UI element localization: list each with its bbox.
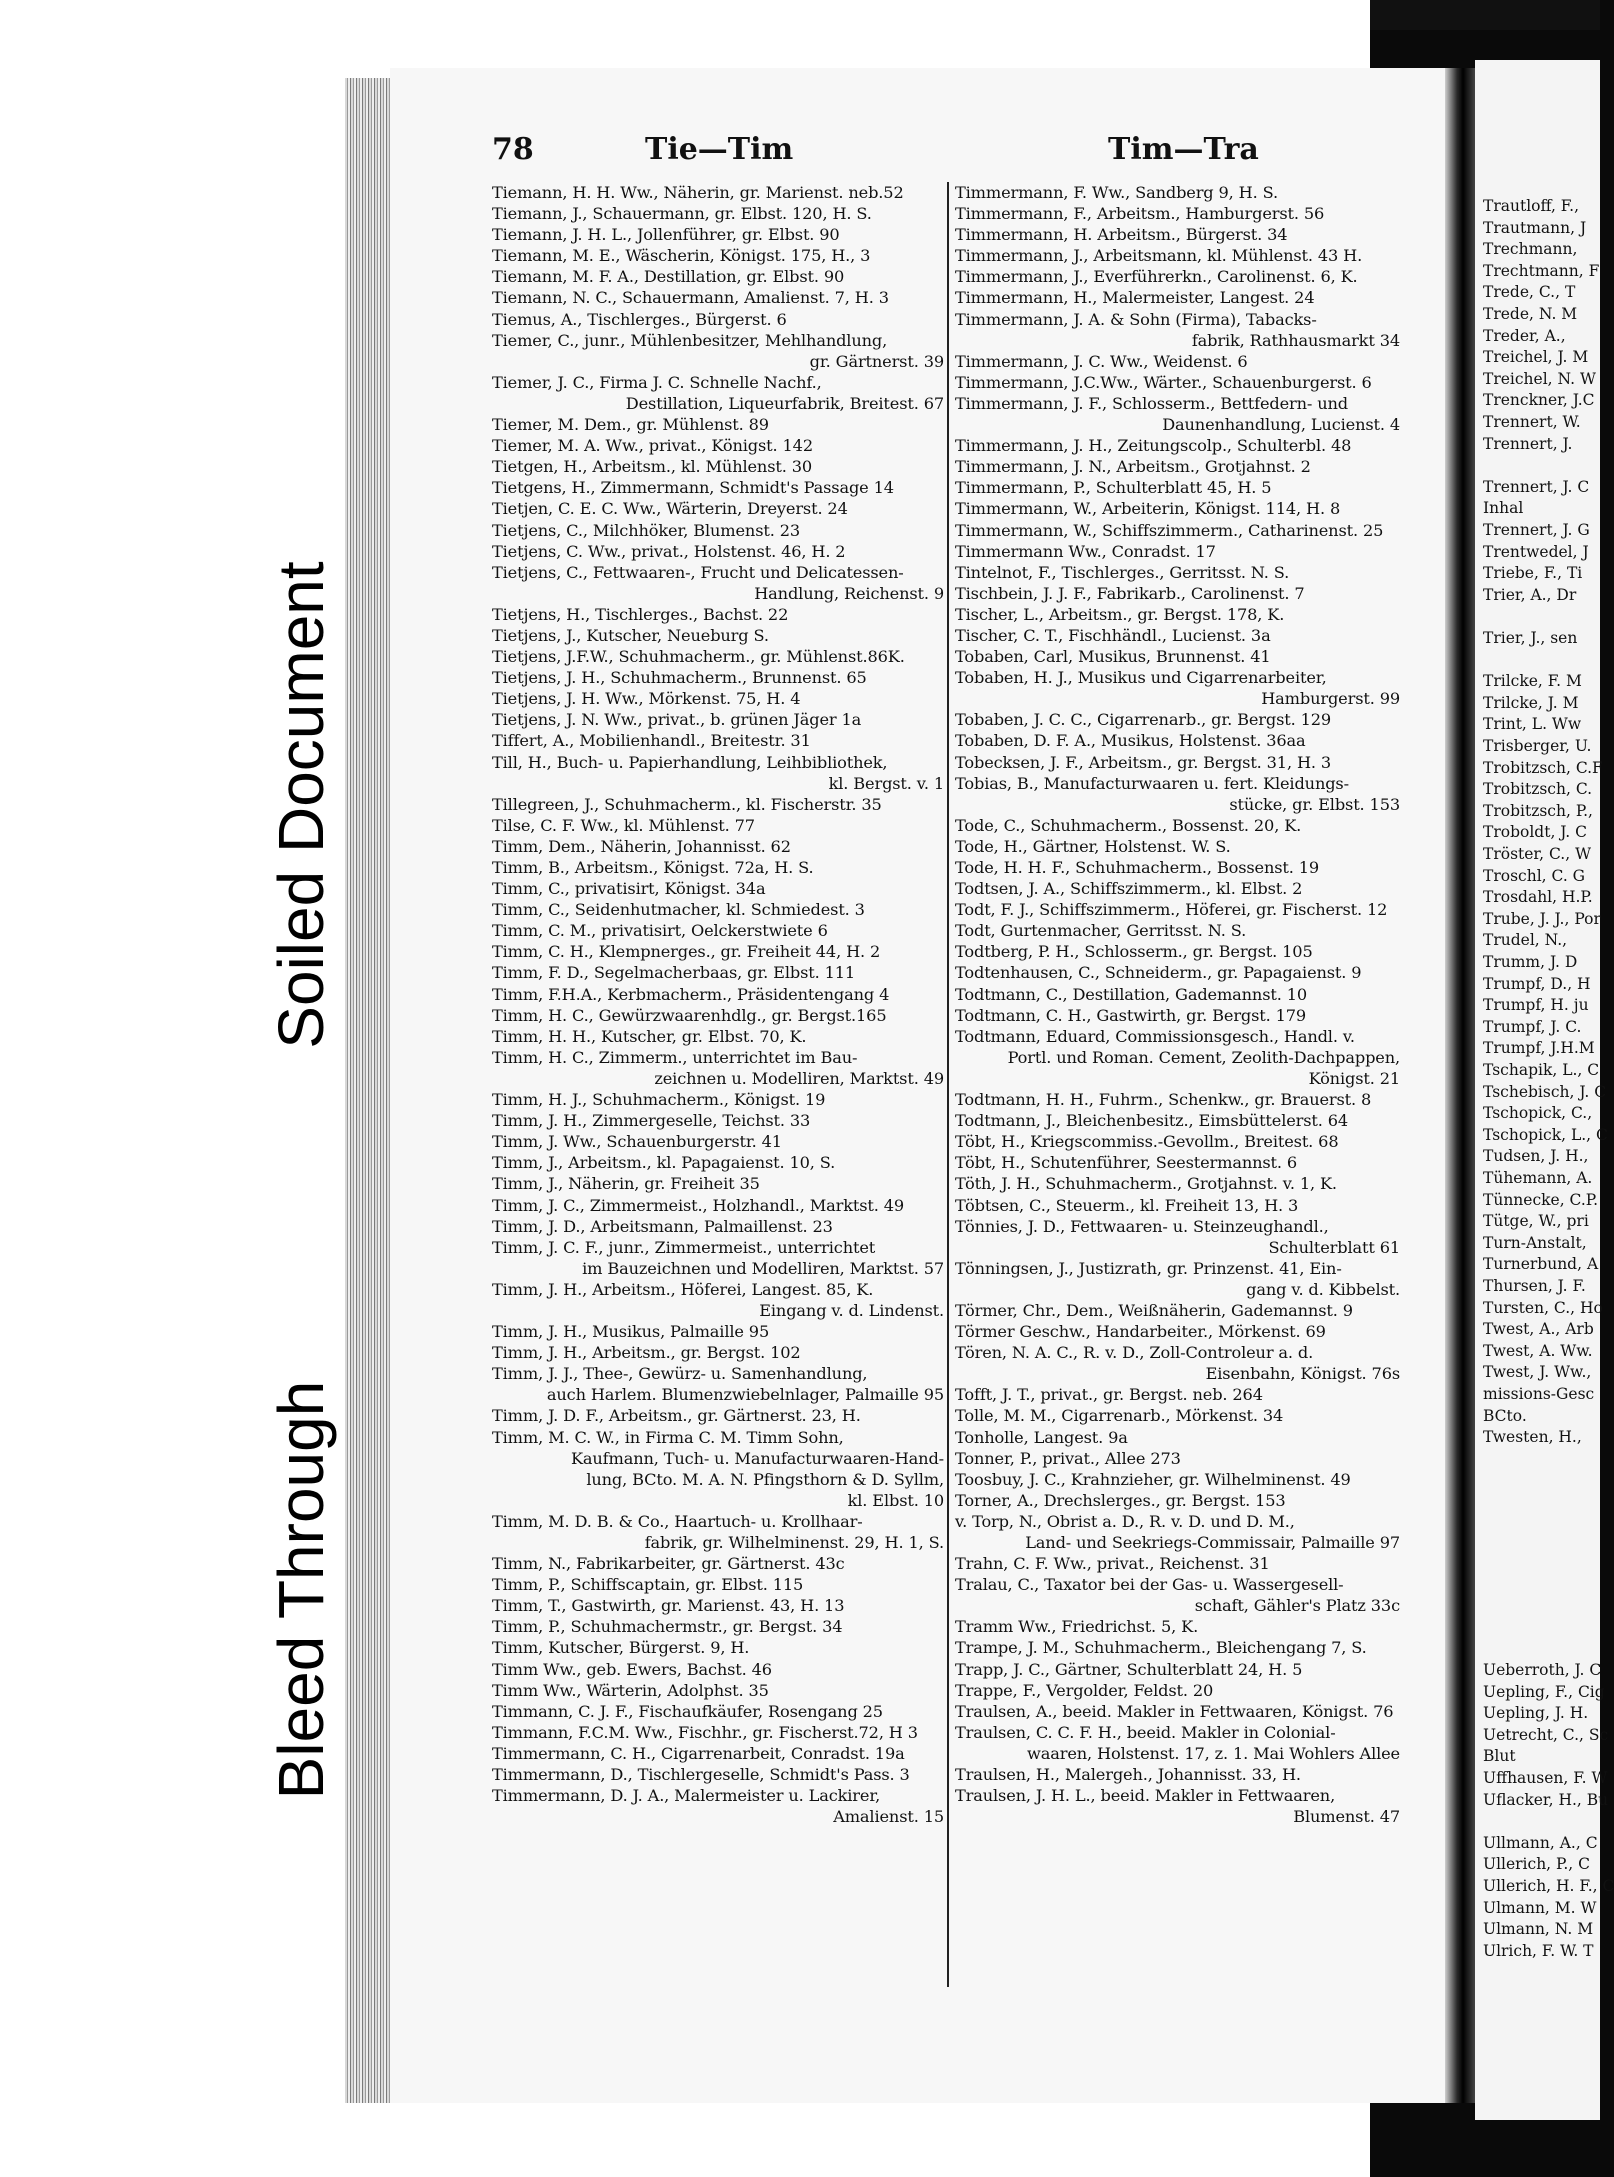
right-column xyxy=(955,182,1400,1827)
next-page-entry: Tschopick, C., xyxy=(1483,1104,1593,1123)
entry-continuation: Hamburgerst. 99 xyxy=(1261,689,1400,709)
entry-continuation: Eingang v. d. Lindenst. xyxy=(759,1300,944,1320)
directory-entry: Todtmann, J., Bleichenbesitz., Eimsbüttelerst. 64 xyxy=(955,1111,1349,1131)
entry-continuation: Land- und Seekriegs-Commissair, Palmaille 97 xyxy=(1025,1533,1400,1552)
next-page-entry: Treichel, N. W xyxy=(1483,369,1596,388)
entry-continuation: Portl. und Roman. Cement, Zeolith-Dachpappen, xyxy=(1007,1047,1400,1067)
directory-entry: Todtmann, C., Destillation, Gademannst. 10 xyxy=(955,984,1308,1004)
entry-continuation: gr. Gärtnerst. 39 xyxy=(809,351,944,371)
directory-entry: Tiemann, H. H. Ww., Näherin, gr. Marienst. neb.52 xyxy=(492,183,904,202)
directory-entry: Tietjens, C. Ww., privat., Holstenst. 46, H. 2 xyxy=(492,541,846,561)
next-page-entry: BCto. xyxy=(1483,1406,1527,1425)
next-page-entry: Turn-Anstalt, xyxy=(1483,1233,1587,1252)
directory-entry: Timm, Dem., Näherin, Johannisst. 62 xyxy=(492,836,791,856)
directory-entry: Timmermann Ww., Conradst. 17 xyxy=(955,541,1216,561)
directory-entry: Timmermann, J.C.Ww., Wärter., Schauenburgerst. 6 xyxy=(955,372,1372,392)
next-page-entry: Trisberger, U. xyxy=(1483,737,1592,755)
directory-entry: Tören, N. A. C., R. v. D., Zoll-Controleur a. d. xyxy=(955,1343,1314,1363)
entry-continuation: zeichnen u. Modelliren, Marktst. 49 xyxy=(654,1068,944,1088)
next-page-entry: Trobitzsch, C. xyxy=(1483,780,1593,799)
directory-entry: Timmann, C. J. F., Fischaufkäufer, Rosengang 25 xyxy=(492,1701,883,1721)
directory-entry: Timmermann, J., Arbeitsmann, kl. Mühlenst. 43 H. xyxy=(955,246,1363,266)
next-page-entry: Twest, A., Arb xyxy=(1483,1320,1594,1339)
entry-continuation: stücke, gr. Elbst. 153 xyxy=(1229,794,1400,814)
directory-entry: Timm, J., Arbeitsm., kl. Papagaienst. 10, S. xyxy=(492,1153,836,1173)
next-page-entry: Blut xyxy=(1483,1747,1516,1766)
next-page-entry: Trumpf, J. C. xyxy=(1483,1017,1582,1036)
directory-entry: Tonner, P., privat., Allee 273 xyxy=(955,1448,1181,1468)
next-page-entry: Trosdahl, H.P. xyxy=(1483,888,1593,907)
directory-entry: Todt, F. J., Schiffszimmerm., Höferei, gr. Fischerst. 12 xyxy=(955,900,1388,920)
directory-entry: Timm, J. D., Arbeitsmann, Palmaillenst. 23 xyxy=(492,1216,833,1236)
entry-continuation: auch Harlem. Blumenzwiebelnlager, Palmaille 95 xyxy=(546,1385,944,1405)
directory-entry: Timm, J., Näherin, gr. Freiheit 35 xyxy=(492,1174,760,1194)
directory-entry: Timm, C., Seidenhutmacher, kl. Schmiedest. 3 xyxy=(492,900,865,920)
directory-entry: Timm, J. H., Zimmergeselle, Teichst. 33 xyxy=(492,1111,811,1131)
directory-entry: Traulsen, H., Malergeh., Johannisst. 33, H. xyxy=(955,1765,1301,1785)
directory-entry: Timmermann, D., Tischlergeselle, Schmidt's Pass. 3 xyxy=(492,1765,910,1785)
next-page-entry: Tröster, C., W xyxy=(1483,845,1592,863)
directory-entry: Töth, J. H., Schuhmacherm., Grotjahnst. v. 1, K. xyxy=(955,1174,1337,1194)
directory-entry: Timm Ww., geb. Ewers, Bachst. 46 xyxy=(492,1659,772,1679)
entry-continuation: Schulterblatt 61 xyxy=(1268,1237,1400,1257)
next-page-entry: Trumpf, H. ju xyxy=(1483,996,1589,1015)
directory-entry: Timm, B., Arbeitsm., Königst. 72a, H. S. xyxy=(492,858,814,877)
next-page-entry: Twest, J. Ww., xyxy=(1483,1363,1592,1382)
next-page-entry: Trennert, J. C xyxy=(1483,477,1590,496)
directory-entry: Timmermann, P., Schulterblatt 45, H. 5 xyxy=(955,478,1272,498)
directory-entry: Traulsen, C. C. F. H., beeid. Makler in Colonial- xyxy=(955,1722,1336,1742)
directory-entry: Timmann, F.C.M. Ww., Fischhr., gr. Fischerst.72, H 3 xyxy=(492,1722,918,1742)
next-page-entry: Trumpf, D., H xyxy=(1483,974,1591,993)
directory-entry: Tiemann, J., Schauermann, gr. Elbst. 120, H. S. xyxy=(492,204,872,224)
directory-entry: Tobaben, D. F. A., Musikus, Holstenst. 36aa xyxy=(955,731,1306,751)
directory-entry: Timm, C., privatisirt, Königst. 34a xyxy=(492,879,766,899)
directory-entry: Timmermann, J. N., Arbeitsm., Grotjahnst. 2 xyxy=(955,457,1311,477)
entry-continuation: kl. Bergst. v. 1 xyxy=(828,773,944,793)
directory-entry: Tönningsen, J., Justizrath, gr. Prinzenst. 41, Ein- xyxy=(955,1258,1342,1278)
next-page-entry: Thursen, J. F. xyxy=(1483,1277,1586,1295)
next-page-entry: Twesten, H., xyxy=(1483,1428,1582,1447)
column-divider xyxy=(947,182,949,1987)
label-soiled-text: Soiled Document xyxy=(265,561,337,1049)
right-header-range: Tim—Tra xyxy=(1108,132,1259,167)
next-page-entry: Uepling, F., Cig xyxy=(1483,1682,1605,1701)
directory-entry: Tönnies, J. D., Fettwaaren- u. Steinzeughandl., xyxy=(955,1216,1329,1236)
book-gutter xyxy=(1445,68,1475,2103)
directory-entry: Tode, C., Schuhmacherm., Bossenst. 20, K. xyxy=(955,815,1302,835)
next-page-entry: Ulmann, M. W xyxy=(1483,1898,1597,1917)
next-page-entry: Tschapik, L., C xyxy=(1483,1061,1600,1079)
directory-entry: Tobecksen, J. F., Arbeitsm., gr. Bergst. 31, H. 3 xyxy=(955,752,1332,772)
directory-entry: Tiemer, M. A. Ww., privat., Königst. 142 xyxy=(492,436,813,456)
directory-entry: Timmermann, C. H., Cigarrenarbeit, Conradst. 19a xyxy=(492,1743,905,1763)
directory-entry: Tode, H., Gärtner, Holstenst. W. S. xyxy=(955,836,1231,856)
entry-continuation: Daunenhandlung, Lucienst. 4 xyxy=(1162,415,1400,435)
directory-entry: Timmermann, F., Arbeitsm., Hamburgerst. 56 xyxy=(955,204,1325,224)
directory-entry: Tietjens, C., Milchhöker, Blumenst. 23 xyxy=(492,520,801,540)
directory-entry: Timmermann, D. J. A., Malermeister u. Lackirer, xyxy=(492,1786,881,1806)
directory-entry: Timm, F. D., Segelmacherbaas, gr. Elbst. 111 xyxy=(492,963,856,983)
directory-entry: Timmermann, W., Schiffszimmerm., Catharinenst. 25 xyxy=(955,520,1384,540)
directory-entry: Torner, A., Drechslerges., gr. Bergst. 153 xyxy=(955,1490,1286,1510)
directory-entry: Tiffert, A., Mobilienhandl., Breitestr. 31 xyxy=(492,731,811,751)
next-page-entry: Twest, A. Ww. xyxy=(1483,1341,1593,1360)
directory-entry: Todtmann, Eduard, Commissionsgesch., Handl. v. xyxy=(955,1026,1355,1046)
next-page-entry: missions-Gesc xyxy=(1483,1385,1595,1403)
directory-entry: Timm, J. J., Thee-, Gewürz- u. Samenhandlung, xyxy=(492,1364,868,1384)
directory-entry: Tiemann, N. C., Schauermann, Amalienst. 7, H. 3 xyxy=(492,288,889,308)
entry-continuation: im Bauzeichnen und Modelliren, Marktst. 57 xyxy=(582,1258,944,1278)
left-column xyxy=(492,182,944,1827)
next-page-entry: Trennert, J. xyxy=(1483,434,1573,453)
next-page-entry: Trudel, N., xyxy=(1483,931,1568,950)
directory-entry: Todtberg, P. H., Schlosserm., gr. Bergst. 105 xyxy=(955,942,1313,962)
next-page-entry: Uepling, J. H. xyxy=(1483,1704,1589,1723)
directory-entry: Trapp, J. C., Gärtner, Schulterblatt 24, H. 5 xyxy=(955,1659,1303,1679)
directory-entry: Timm, F.H.A., Kerbmacherm., Präsidentengang 4 xyxy=(492,984,890,1004)
directory-entry: Timmermann, W., Arbeiterin, Königst. 114, H. 8 xyxy=(955,499,1341,519)
directory-entry: Tolle, M. M., Cigarrenarb., Mörkenst. 34 xyxy=(955,1406,1284,1426)
directory-entry: Timm, J. H., Musikus, Palmaille 95 xyxy=(492,1322,770,1342)
directory-entry: Timmermann, J. C. Ww., Weidenst. 6 xyxy=(955,351,1248,371)
directory-entry: Timm, C. H., Klempnerges., gr. Freiheit 44, H. 2 xyxy=(492,942,881,962)
directory-entry: Tiemann, M. E., Wäscherin, Königst. 175, H., 3 xyxy=(492,246,871,266)
directory-entry: Timm Ww., Wärterin, Adolphst. 35 xyxy=(492,1680,769,1700)
entry-continuation: Amalienst. 15 xyxy=(833,1807,944,1827)
directory-entry: Traulsen, A., beeid. Makler in Fettwaaren, Königst. 76 xyxy=(955,1701,1394,1721)
directory-entry: Timm, J. H., Arbeitsm., gr. Bergst. 102 xyxy=(492,1343,801,1363)
next-page-entry: Trier, A., Dr xyxy=(1483,585,1577,604)
next-page-entry: Ullmann, A., C xyxy=(1483,1833,1598,1852)
directory-entry: Tietjens, H., Tischlerges., Bachst. 22 xyxy=(492,604,789,624)
directory-entry: Todt, Gurtenmacher, Gerritsst. N. S. xyxy=(955,921,1247,941)
directory-entry: Tietjens, J. H. Ww., Mörkenst. 75, H. 4 xyxy=(492,689,801,709)
directory-entry: Timm, Kutscher, Bürgerst. 9, H. xyxy=(492,1638,750,1658)
label-bleed-text: Bleed Through xyxy=(265,1380,337,1800)
directory-entry: Tietjens, J., Kutscher, Neueburg S. xyxy=(492,625,769,645)
entry-continuation: fabrik, Rathhausmarkt 34 xyxy=(1191,330,1400,350)
directory-entry: Tischer, L., Arbeitsm., gr. Bergst. 178, K. xyxy=(955,604,1285,624)
directory-entry: Timm, P., Schiffscaptain, gr. Elbst. 115 xyxy=(492,1575,804,1595)
directory-entry: Tietjen, C. E. C. Ww., Wärterin, Dreyerst. 24 xyxy=(492,499,848,519)
directory-entry: Timm, C. M., privatisirt, Oelckerstwiete 6 xyxy=(492,921,828,941)
directory-entry: Timmermann, J., Everführerkn., Carolinenst. 6, K. xyxy=(955,267,1358,287)
directory-entry: Tietjens, C., Fettwaaren-, Frucht und Delicatessen- xyxy=(492,562,904,582)
next-page-entry: Tschebisch, J. C xyxy=(1483,1082,1607,1101)
directory-entry: Trappe, F., Vergolder, Feldst. 20 xyxy=(955,1680,1214,1700)
next-page-entry: Trenckner, J.C xyxy=(1483,391,1595,410)
directory-entry: Todtmann, H. H., Fuhrm., Schenkw., gr. Brauerst. 8 xyxy=(955,1090,1372,1110)
next-page-entry: Trube, J. J., Por xyxy=(1483,909,1601,928)
next-page-entry: Uflacker, H., Bu xyxy=(1483,1790,1609,1809)
directory-entry: Timmermann, J. H., Zeitungscolp., Schulterbl. 48 xyxy=(955,436,1352,456)
entry-continuation: kl. Elbst. 10 xyxy=(847,1490,944,1510)
next-page-entry: Trobitzsch, P., xyxy=(1483,801,1593,820)
directory-entry: Timm, J. C., Zimmermeist., Holzhandl., Marktst. 49 xyxy=(492,1195,905,1215)
directory-entry: Tischer, C. T., Fischhändl., Lucienst. 3a xyxy=(955,625,1271,645)
directory-entry: Timm, J. C. F., junr., Zimmermeist., unterrichtet xyxy=(492,1237,876,1257)
directory-entry: Timm, H. C., Gewürzwaarenhdlg., gr. Bergst.165 xyxy=(492,1005,887,1025)
directory-entry: Timm, N., Fabrikarbeiter, gr. Gärtnerst. 43c xyxy=(492,1554,845,1574)
directory-entry: Timm, M. D. B. & Co., Haartuch- u. Krollhaar- xyxy=(492,1511,863,1531)
directory-entry: Tode, H. H. F., Schuhmacherm., Bossenst. 19 xyxy=(955,858,1320,877)
directory-entry: Törmer Geschw., Handarbeiter., Mörkenst. 69 xyxy=(955,1322,1326,1342)
next-page-entry: Trechmann, xyxy=(1483,240,1578,259)
next-page-entry: Tühemann, A. xyxy=(1483,1169,1593,1187)
directory-entry: Tiemann, J. H. L., Jollenführer, gr. Elbst. 90 xyxy=(492,225,840,245)
directory-entry: Töbt, H., Kriegscommiss.-Gevollm., Breitest. 68 xyxy=(955,1132,1339,1152)
directory-entry: Timm, H. H., Kutscher, gr. Elbst. 70, K. xyxy=(492,1026,807,1046)
entry-continuation: Kaufmann, Tuch- u. Manufacturwaaren-Hand- xyxy=(570,1448,944,1468)
next-page-entry: Trennert, W. xyxy=(1483,413,1581,431)
directory-entry: Töbt, H., Schutenführer, Seestermannst. 6 xyxy=(955,1153,1298,1173)
page-number: 78 xyxy=(492,132,534,167)
directory-entry: Tillegreen, J., Schuhmacherm., kl. Fischerstr. 35 xyxy=(492,794,882,814)
directory-entry: Timmermann, F. Ww., Sandberg 9, H. S. xyxy=(955,183,1278,202)
entry-continuation: Destillation, Liqueurfabrik, Breitest. 67 xyxy=(625,393,944,413)
directory-entry: Tilse, C. F. Ww., kl. Mühlenst. 77 xyxy=(492,815,755,835)
entry-continuation: Handlung, Reichenst. 9 xyxy=(754,583,944,603)
next-page-entry: Trentwedel, J xyxy=(1483,542,1589,561)
next-page-entry: Trede, C., T xyxy=(1483,283,1576,302)
directory-entry: Timm, H. J., Schuhmacherm., Königst. 19 xyxy=(492,1090,826,1110)
next-page-entry: Turnerbund, A xyxy=(1483,1255,1599,1274)
next-page-entry: Tütge, W., pri xyxy=(1483,1212,1589,1231)
directory-entry: Timm, H. C., Zimmerm., unterrichtet im Bau- xyxy=(492,1047,858,1067)
directory-entry: Tramm Ww., Friedrichst. 5, K. xyxy=(955,1617,1199,1637)
next-page-entry: Trint, L. Ww xyxy=(1483,715,1582,734)
next-page-entry: Trumpf, J.H.M xyxy=(1483,1039,1595,1058)
directory-entry: Timmermann, J. F., Schlosserm., Bettfedern- und xyxy=(955,393,1348,413)
entry-continuation: schaft, Gähler's Platz 33c xyxy=(1194,1596,1400,1616)
directory-entry: Tietjens, J.F.W., Schuhmacherm., gr. Mühlenst.86K. xyxy=(492,647,905,667)
directory-entry: Timm, M. C. W., in Firma C. M. Timm Sohn, xyxy=(492,1427,844,1447)
left-header-range: Tie—Tim xyxy=(645,132,794,167)
next-page-entry: Tudsen, J. H., xyxy=(1483,1147,1589,1166)
directory-entry: Tiemus, A., Tischlerges., Bürgerst. 6 xyxy=(492,309,787,329)
next-page-entry: Tschopick, L., C xyxy=(1483,1125,1608,1144)
directory-entry: Timmermann, H. Arbeitsm., Bürgerst. 34 xyxy=(955,225,1288,245)
next-page-entry: Tünnecke, C.P. xyxy=(1483,1190,1599,1209)
next-page-entry: Trobitzsch, C.F xyxy=(1483,758,1603,777)
directory-entry: Tobaben, Carl, Musikus, Brunnenst. 41 xyxy=(955,647,1271,667)
directory-entry: Tralau, C., Taxator bei der Gas- u. Wassergesell- xyxy=(955,1575,1344,1595)
directory-entry: Timm, J. Ww., Schauenburgerstr. 41 xyxy=(492,1132,782,1152)
directory-entry: Tietgens, H., Zimmermann, Schmidt's Passage 14 xyxy=(492,478,894,498)
next-page-entry: Ullerich, P., C xyxy=(1483,1855,1590,1874)
next-page-entry: Ulrich, F. W. T xyxy=(1483,1941,1594,1960)
directory-entry: Toosbuy, J. C., Krahnzieher, gr. Wilhelminenst. 49 xyxy=(955,1469,1351,1489)
next-page-entry: Troschl, C. G xyxy=(1483,866,1586,885)
directory-entry: Todtmann, C. H., Gastwirth, gr. Bergst. 179 xyxy=(955,1005,1307,1025)
directory-entry: Trampe, J. M., Schuhmacherm., Bleichengang 7, S. xyxy=(955,1638,1367,1658)
next-page-entry: Trechtmann, F xyxy=(1483,261,1600,280)
next-page-entry: Triebe, F., Ti xyxy=(1483,564,1583,583)
directory-entry: Timmermann, J. A. & Sohn (Firma), Tabacks- xyxy=(955,309,1317,329)
directory-entry: Timmermann, H., Malermeister, Langest. 24 xyxy=(955,288,1315,308)
directory-entry: Tobias, B., Manufacturwaaren u. fert. Kleidungs- xyxy=(955,773,1349,793)
entry-continuation: lung, BCto. M. A. N. Pfingsthorn & D. Syllm, xyxy=(586,1469,944,1489)
directory-entry: Todtsen, J. A., Schiffszimmerm., kl. Elbst. 2 xyxy=(955,879,1303,899)
next-page-entry: Trede, N. M xyxy=(1483,305,1578,323)
entry-continuation: Blumenst. 47 xyxy=(1293,1807,1400,1827)
next-page-entry: Trennert, J. G xyxy=(1483,521,1590,539)
directory-entry: Tobaben, J. C. C., Cigarrenarb., gr. Bergst. 129 xyxy=(955,710,1332,730)
next-page-entry: Tursten, C., Ho xyxy=(1483,1298,1603,1317)
directory-entry: Till, H., Buch- u. Papierhandlung, Leihbibliothek, xyxy=(492,752,888,772)
directory-entry: Tietjens, J. N. Ww., privat., b. grünen Jäger 1a xyxy=(492,710,862,730)
entry-continuation: waaren, Holstenst. 17, z. 1. Mai Wohlers Allee xyxy=(1027,1743,1400,1763)
next-page-fragment xyxy=(1475,60,1614,2120)
directory-entry: v. Torp, N., Obrist a. D., R. v. D. und D. M., xyxy=(955,1511,1295,1531)
directory-entry: Tiemer, J. C., Firma J. C. Schnelle Nachf., xyxy=(492,372,822,392)
directory-entry: Timm, J. H., Arbeitsm., Höferei, Langest. 85, K. xyxy=(492,1279,874,1299)
next-page-entry: Trier, J., sen xyxy=(1483,629,1578,647)
next-page-entry: Ueberroth, J. C xyxy=(1483,1661,1602,1679)
next-page-entry: Treichel, J. M xyxy=(1483,348,1589,367)
directory-entry: Töbtsen, C., Steuerm., kl. Freiheit 13, H. 3 xyxy=(955,1195,1299,1215)
directory-entry: Tiemer, M. Dem., gr. Mühlenst. 89 xyxy=(492,415,769,435)
next-page-entry: Trautloff, F., xyxy=(1483,197,1579,215)
next-page-entry: Trumm, J. D xyxy=(1483,953,1578,971)
entry-continuation: fabrik, gr. Wilhelminenst. 29, H. 1, S. xyxy=(644,1533,944,1552)
directory-entry: Todtenhausen, C., Schneiderm., gr. Papagaienst. 9 xyxy=(955,963,1362,983)
next-page-entry: Trilcke, J. M xyxy=(1483,693,1579,712)
directory-entry: Tobaben, H. J., Musikus und Cigarrenarbeiter, xyxy=(955,668,1327,688)
scanner-edge xyxy=(1370,0,1600,30)
next-page-entry: Troboldt, J. C xyxy=(1483,823,1588,842)
directory-entry: Tofft, J. T., privat., gr. Bergst. neb. 264 xyxy=(955,1385,1263,1405)
next-page-entry: Inhal xyxy=(1483,499,1524,518)
next-page-entry: Ulmann, N. M xyxy=(1483,1920,1594,1939)
directory-entry: Tietjens, J. H., Schuhmacherm., Brunnenst. 65 xyxy=(492,668,867,688)
directory-entry: Traulsen, J. H. L., beeid. Makler in Fettwaaren, xyxy=(955,1786,1336,1806)
next-page-entry: Uffhausen, F. W xyxy=(1483,1769,1608,1787)
next-page-entry: Trilcke, F. M xyxy=(1483,672,1582,691)
entry-continuation: gang v. d. Kibbelst. xyxy=(1246,1279,1400,1299)
directory-entry: Tonholle, Langest. 9a xyxy=(955,1427,1128,1447)
next-page-entry: Trautmann, J xyxy=(1483,218,1587,237)
next-page-entry: Treder, A., xyxy=(1483,326,1566,345)
directory-entry: Tintelnot, F., Tischlerges., Gerritsst. N. S. xyxy=(955,562,1290,582)
entry-continuation: Eisenbahn, Königst. 76s xyxy=(1205,1364,1400,1384)
directory-entry: Timm, J. D. F., Arbeitsm., gr. Gärtnerst. 23, H. xyxy=(492,1406,861,1426)
directory-entry: Tischbein, J. J. F., Fabrikarb., Carolinenst. 7 xyxy=(955,583,1305,603)
directory-entry: Timm, P., Schuhmachermstr., gr. Bergst. 34 xyxy=(492,1617,843,1637)
page-edge xyxy=(345,78,390,2103)
directory-entry: Tiemer, C., junr., Mühlenbesitzer, Mehlhandlung, xyxy=(492,330,888,350)
directory-entry: Törmer, Chr., Dem., Weißnäherin, Gademannst. 9 xyxy=(955,1300,1353,1320)
directory-entry: Tietgen, H., Arbeitsm., kl. Mühlenst. 30 xyxy=(492,457,813,477)
next-page-entry: Ullerich, H. F., C xyxy=(1483,1877,1614,1895)
next-page-entry: Uetrecht, C., Sc xyxy=(1483,1725,1609,1744)
entry-continuation: Königst. 21 xyxy=(1308,1068,1400,1088)
directory-entry: Timm, T., Gastwirth, gr. Marienst. 43, H. 13 xyxy=(492,1596,845,1616)
directory-entry: Trahn, C. F. Ww., privat., Reichenst. 31 xyxy=(955,1554,1270,1574)
directory-entry: Tiemann, M. F. A., Destillation, gr. Elbst. 90 xyxy=(492,267,845,287)
